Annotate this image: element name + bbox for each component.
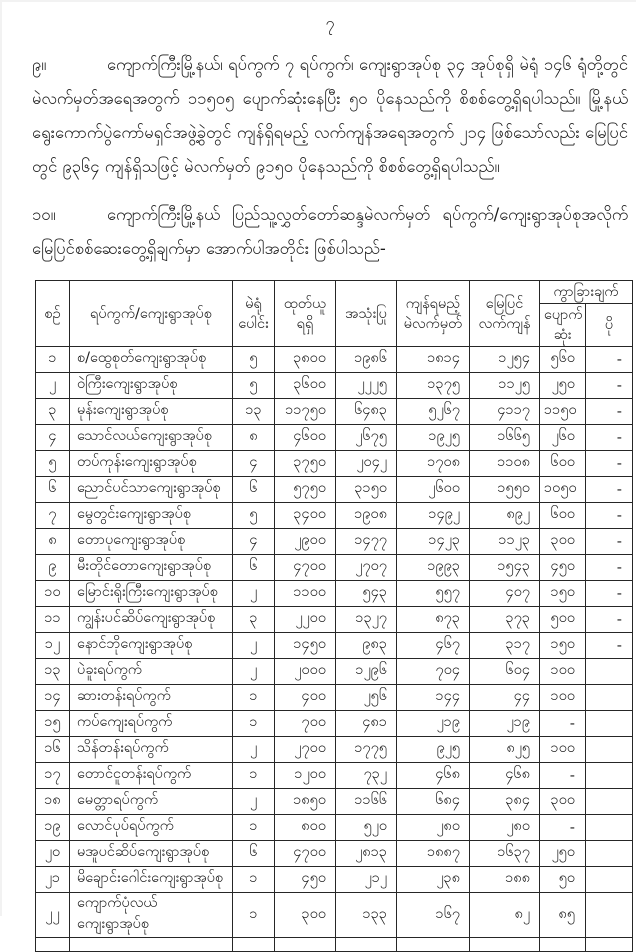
cell-serial: ၁၈ bbox=[36, 789, 70, 815]
cell-polling-stations: ၁ bbox=[233, 685, 275, 711]
cell-should-remain: ၅၅၇ bbox=[397, 581, 470, 607]
cell-should-remain: ၉၂၅ bbox=[397, 737, 470, 763]
cell-extra bbox=[586, 815, 633, 841]
cell-missing: ၁၀၀ bbox=[540, 659, 586, 685]
table-row bbox=[36, 763, 633, 789]
cell-should-remain: ၁၉၂၅ bbox=[397, 425, 470, 451]
cell-extra: - bbox=[586, 607, 633, 633]
cell-missing: ၂၆၀ bbox=[540, 425, 586, 451]
cell-extra: - bbox=[586, 347, 633, 373]
cell-should-remain: ၅၂၆၇ bbox=[397, 399, 470, 425]
cell-missing: ၆၀၀ bbox=[540, 503, 586, 529]
cell-missing: ၃၀၀ bbox=[540, 529, 586, 555]
paragraph-9-number: ၉။ bbox=[32, 55, 47, 74]
table-row bbox=[36, 425, 633, 451]
cell-ground-balance: ၂၈၀ bbox=[470, 815, 540, 841]
cell-serial: ၇ bbox=[36, 503, 70, 529]
cell-ground-balance: ၁၅၅၀ bbox=[470, 477, 540, 503]
cell-ground-balance: ၂၁၉ bbox=[470, 711, 540, 737]
cell-used: ၂၀၄၂ bbox=[336, 451, 397, 477]
cell-should-remain: ၁၄၉၂ bbox=[397, 503, 470, 529]
cell-empty bbox=[470, 938, 540, 952]
table-row bbox=[36, 347, 633, 373]
cell-ground-balance: ၄၀၇ bbox=[470, 581, 540, 607]
cell-ground-balance: ၄၆၈ bbox=[470, 763, 540, 789]
cell-ground-balance: ၁၅၄၃ bbox=[470, 555, 540, 581]
cell-polling-stations: ၈ bbox=[233, 425, 275, 451]
cell-used: ၄၈၁ bbox=[336, 711, 397, 737]
cell-ward-village: သောင်လယ်ကျေးရွာအုပ်စု bbox=[70, 425, 233, 451]
header-ward-village: ရပ်ကွက်/ကျေးရွာအုပ်စု bbox=[70, 281, 233, 347]
cell-should-remain: ၁၉၉၃ bbox=[397, 555, 470, 581]
header-should-remain: ကျန်ရမည့် မဲလက်မှတ် bbox=[397, 281, 470, 347]
table-row bbox=[36, 529, 633, 555]
cell-extra bbox=[586, 711, 633, 737]
cell-serial: ၁၄ bbox=[36, 685, 70, 711]
cell-ground-balance: ၁၂၅၄ bbox=[470, 347, 540, 373]
cell-extra bbox=[586, 893, 633, 938]
cell-extra: - bbox=[586, 399, 633, 425]
cell-serial: ၁၁ bbox=[36, 607, 70, 633]
cell-extra: - bbox=[586, 633, 633, 659]
cell-ground-balance: ၁၆၃၇ bbox=[470, 841, 540, 867]
cell-missing: ၅၆၀ bbox=[540, 347, 586, 373]
cell-empty bbox=[70, 938, 233, 952]
cell-ward-village: မုန်းကျေးရွာအုပ်စု bbox=[70, 399, 233, 425]
paragraph-10-text: ကျောက်ကြီးမြို့နယ် ပြည်သူ့လွှတ်တော်ဆန္ဒမဲလက်မှတ် ရပ်ကွက်/ကျေးရွာအုပ်စုအလိုက် မြေပြင်စစ်ဆေးတွေ့ရှိချက်မှာ အောက်ပါအတိုင်း ဖြစ်ပါသည်- bbox=[32, 205, 628, 258]
cell-used: ၁၉၈၆ bbox=[336, 347, 397, 373]
cell-serial: ၂၂ bbox=[36, 893, 70, 938]
paragraph-9 bbox=[32, 48, 628, 184]
cell-received: ၂၉၀၀ bbox=[275, 529, 336, 555]
cell-should-remain: ၁၇၀၈ bbox=[397, 451, 470, 477]
cell-used: ၁၄၇၇ bbox=[336, 529, 397, 555]
cell-used: ၂၆၇၅ bbox=[336, 425, 397, 451]
table-row bbox=[36, 737, 633, 763]
cell-ward-village: တောင်ငူတန်းရပ်ကွက် bbox=[70, 763, 233, 789]
cell-should-remain: ၂၁၉ bbox=[397, 711, 470, 737]
cell-used: ၁၇၇၅ bbox=[336, 737, 397, 763]
cell-ground-balance: ၈၂၅ bbox=[470, 737, 540, 763]
cell-polling-stations: ၂ bbox=[233, 581, 275, 607]
cell-ground-balance: ၈၉၂ bbox=[470, 503, 540, 529]
cell-received: ၄၀၀ bbox=[275, 685, 336, 711]
cell-used: ၆၄၈၃ bbox=[336, 399, 397, 425]
cell-missing: ၂၅၀ bbox=[540, 373, 586, 399]
cell-extra bbox=[586, 659, 633, 685]
cell-should-remain: ၇၀၄ bbox=[397, 659, 470, 685]
cell-used: ၉၈၃ bbox=[336, 633, 397, 659]
cell-used: ၂၁၂ bbox=[336, 867, 397, 893]
table-row bbox=[36, 815, 633, 841]
cell-extra: - bbox=[586, 529, 633, 555]
table-row bbox=[36, 659, 633, 685]
cell-polling-stations: ၁ bbox=[233, 763, 275, 789]
cell-serial: ၁၆ bbox=[36, 737, 70, 763]
header-ground-balance: မြေပြင် လက်ကျန် bbox=[470, 281, 540, 347]
cell-serial: ၈ bbox=[36, 529, 70, 555]
table-row bbox=[36, 373, 633, 399]
cell-should-remain: ၁၄၂၃ bbox=[397, 529, 470, 555]
cell-extra: - bbox=[586, 477, 633, 503]
cell-extra bbox=[586, 763, 633, 789]
cell-received: ၁၄၅၀ bbox=[275, 633, 336, 659]
cell-received: ၁၈၅၀ bbox=[275, 789, 336, 815]
cell-polling-stations: ၂ bbox=[233, 659, 275, 685]
cell-ground-balance: ၃၈၄ bbox=[470, 789, 540, 815]
table-row bbox=[36, 477, 633, 503]
cell-ground-balance: ၆၀၄ bbox=[470, 659, 540, 685]
cell-extra: - bbox=[586, 451, 633, 477]
cell-empty bbox=[540, 938, 586, 952]
cell-polling-stations: ၆ bbox=[233, 841, 275, 867]
cell-missing: ၁၀၀ bbox=[540, 737, 586, 763]
cell-missing: ၁၀၅၀ bbox=[540, 477, 586, 503]
cell-serial: ၂ bbox=[36, 373, 70, 399]
cell-polling-stations: ၆ bbox=[233, 555, 275, 581]
cell-received: ၂၂၀၀ bbox=[275, 607, 336, 633]
cell-ward-village: ကျွန်းပင်ဆိပ်ကျေးရွာအုပ်စု bbox=[70, 607, 233, 633]
cell-polling-stations: ၅ bbox=[233, 503, 275, 529]
cell-missing: ၈၅ bbox=[540, 893, 586, 938]
cell-serial: ၂၀ bbox=[36, 841, 70, 867]
cell-ward-village: စ/ထွေစုတ်ကျေးရွာအုပ်စု bbox=[70, 347, 233, 373]
cell-ward-village: တပ်ကုန်းကျေးရွာအုပ်စု bbox=[70, 451, 233, 477]
header-used: အသုံးပြု bbox=[336, 281, 397, 347]
cell-extra: - bbox=[586, 581, 633, 607]
cell-ward-village: မွေတွင်းကျေးရွာအုပ်စု bbox=[70, 503, 233, 529]
cell-ward-village: နောင်ဘိုကျေးရွာအုပ်စု bbox=[70, 633, 233, 659]
table-row bbox=[36, 685, 633, 711]
paragraph-9-text: ကျောက်ကြီးမြို့နယ်၊ ရပ်ကွက် ၇ ရပ်ကွက်၊ ကျေးရွာအုပ်စု ၃၄ အုပ်စုရှိ မဲရုံ ၁၄၆ ရုံတို့တွင် မဲလက်မှတ်အရေအတွက် ၁၁၅၀၅ ပျောက်ဆုံးနေပြီး ၅၀ ပိုနေသည်ကို စိစစ်တွေ့ရှိရပါသည်။ မြို့နယ် ရွေးကောက်ပွဲကော်မရှင်အဖွဲ့ခွဲတွင် ကျန်ရှိရမည့် လက်ကျန်အရေအတွက် ၂၁၄ ဖြစ်သော်လည်း မြေပြင်တွင် ၉၃၆၄ ကျန်ရှိသဖြင့် မဲလက်မှတ် ၉၁၅၀ ပိုနေသည်ကို စိစစ်တွေ့ရှိရပါသည်။ bbox=[32, 55, 628, 176]
cell-ward-village: မေတ္တာရပ်ကွက် bbox=[70, 789, 233, 815]
cell-should-remain: ၁၆၇ bbox=[397, 893, 470, 938]
cell-ground-balance: ၄၄ bbox=[470, 685, 540, 711]
cell-received: ၅၇၅၀ bbox=[275, 477, 336, 503]
cell-serial: ၁၀ bbox=[36, 581, 70, 607]
cell-received: ၈၀၀ bbox=[275, 815, 336, 841]
table-row bbox=[36, 451, 633, 477]
cell-used: ၅၂၀ bbox=[336, 815, 397, 841]
header-serial: စဉ် bbox=[36, 281, 70, 347]
cell-used: ၁၃၂၇ bbox=[336, 607, 397, 633]
cell-used: ၃၁၅၀ bbox=[336, 477, 397, 503]
cell-should-remain: ၂၃၈ bbox=[397, 867, 470, 893]
cell-missing: ၁၅၀ bbox=[540, 581, 586, 607]
cell-used: ၂၂၂၅ bbox=[336, 373, 397, 399]
cell-ground-balance: ၃၇၃ bbox=[470, 607, 540, 633]
paragraph-10-number: ၁၀။ bbox=[32, 205, 56, 224]
cell-empty bbox=[336, 938, 397, 952]
cell-received: ၃၀၀ bbox=[275, 893, 336, 938]
cell-empty bbox=[36, 938, 70, 952]
ballot-table bbox=[35, 280, 633, 952]
cell-extra bbox=[586, 685, 633, 711]
cell-missing: - bbox=[540, 763, 586, 789]
cell-missing: ၁၁၅၀ bbox=[540, 399, 586, 425]
cell-ward-village: တောပုကျေးရွာအုပ်စု bbox=[70, 529, 233, 555]
cell-should-remain: ၁၃၇၅ bbox=[397, 373, 470, 399]
cell-empty bbox=[275, 938, 336, 952]
cell-polling-stations: ၂ bbox=[233, 789, 275, 815]
table-row bbox=[36, 867, 633, 893]
cell-serial: ၃ bbox=[36, 399, 70, 425]
cell-missing: ၅၀ bbox=[540, 867, 586, 893]
cell-received: ၃၆၀၀ bbox=[275, 373, 336, 399]
cell-extra bbox=[586, 737, 633, 763]
cell-extra: - bbox=[586, 555, 633, 581]
cell-ward-village: သိန်တန်းရပ်ကွက် bbox=[70, 737, 233, 763]
cell-used: ၂၈၁၃ bbox=[336, 841, 397, 867]
cell-empty bbox=[397, 938, 470, 952]
cell-extra bbox=[586, 841, 633, 867]
cell-received: ၂၀၀၀ bbox=[275, 659, 336, 685]
header-difference: ကွာခြားချက် bbox=[540, 281, 633, 304]
table-row bbox=[36, 711, 633, 737]
cell-should-remain: ၈၇၃ bbox=[397, 607, 470, 633]
cell-received: ၇၀၀ bbox=[275, 711, 336, 737]
header-missing: ပျောက် ဆုံး bbox=[540, 304, 586, 347]
cell-used: ၅၄၃ bbox=[336, 581, 397, 607]
cell-used: ၁၃၃ bbox=[336, 893, 397, 938]
cell-used: ၂၇၀၇ bbox=[336, 555, 397, 581]
cell-serial: ၅ bbox=[36, 451, 70, 477]
cell-received: ၁၂၀၀ bbox=[275, 763, 336, 789]
cell-polling-stations: ၁ bbox=[233, 893, 275, 938]
cell-missing: ၁၅၀ bbox=[540, 633, 586, 659]
cell-used: ၂၅၆ bbox=[336, 685, 397, 711]
cell-serial: ၆ bbox=[36, 477, 70, 503]
cell-extra bbox=[586, 789, 633, 815]
cell-serial: ၁၉ bbox=[36, 815, 70, 841]
header-polling-stations: မဲရုံ ပေါင်း bbox=[233, 281, 275, 347]
cell-polling-stations: ၅ bbox=[233, 347, 275, 373]
cell-should-remain: ၁၄၄ bbox=[397, 685, 470, 711]
cell-should-remain: ၂၈၀ bbox=[397, 815, 470, 841]
cell-ward-village: ကျောက်ပုံလယ်ကျေးရွာအုပ်စု bbox=[70, 893, 233, 938]
cell-ground-balance: ၁၁၂၅ bbox=[470, 373, 540, 399]
cell-ward-village: ပဲခူးရပ်ကွက် bbox=[70, 659, 233, 685]
table-row bbox=[36, 789, 633, 815]
table-row bbox=[36, 555, 633, 581]
cell-polling-stations: ၂ bbox=[233, 633, 275, 659]
cell-ground-balance: ၁၆၆၅ bbox=[470, 425, 540, 451]
table-row bbox=[36, 607, 633, 633]
cell-missing: ၅၀၀ bbox=[540, 607, 586, 633]
cell-polling-stations: ၆ bbox=[233, 477, 275, 503]
cell-polling-stations: ၄ bbox=[233, 451, 275, 477]
cell-received: ၃၈၀၀ bbox=[275, 347, 336, 373]
cell-extra: - bbox=[586, 503, 633, 529]
cell-ward-village: မိချောင်းဂေါင်းကျေးရွာအုပ်စု bbox=[70, 867, 233, 893]
cell-serial: ၉ bbox=[36, 555, 70, 581]
cell-ward-village: မအူပင်ဆိပ်ကျေးရွာအုပ်စု bbox=[70, 841, 233, 867]
cell-serial: ၂၁ bbox=[36, 867, 70, 893]
cell-missing: ၁၀၀ bbox=[540, 685, 586, 711]
cell-missing: - bbox=[540, 815, 586, 841]
table-row bbox=[36, 633, 633, 659]
cell-ground-balance: ၁၁၂၃ bbox=[470, 529, 540, 555]
cell-received: ၄၆၀၀ bbox=[275, 425, 336, 451]
cell-should-remain: ၄၆၇ bbox=[397, 633, 470, 659]
cell-received: ၃၄၀၀ bbox=[275, 503, 336, 529]
cell-ground-balance: ၃၁၇ bbox=[470, 633, 540, 659]
cell-used: ၁၉၀၈ bbox=[336, 503, 397, 529]
cell-used: ၁၁၆၆ bbox=[336, 789, 397, 815]
cell-ward-village: ကပ်ကျေးရပ်ကွက် bbox=[70, 711, 233, 737]
cell-polling-stations: ၄ bbox=[233, 529, 275, 555]
paragraph-10 bbox=[32, 198, 628, 266]
cell-should-remain: ၂၆၀၀ bbox=[397, 477, 470, 503]
cell-ward-village: လောင်ပုပ်ရပ်ကွက် bbox=[70, 815, 233, 841]
cell-polling-stations: ၂ bbox=[233, 737, 275, 763]
cell-polling-stations: ၅ bbox=[233, 373, 275, 399]
table-row bbox=[36, 399, 633, 425]
cell-polling-stations: ၁ bbox=[233, 815, 275, 841]
cell-received: ၄၇၀၀ bbox=[275, 841, 336, 867]
cell-serial: ၁၃ bbox=[36, 659, 70, 685]
cell-received: ၄၇၀၀ bbox=[275, 555, 336, 581]
cell-ward-village: မီးတိုင်တောကျေးရွာအုပ်စု bbox=[70, 555, 233, 581]
cell-polling-stations: ၁၃ bbox=[233, 399, 275, 425]
cell-received: ၃၇၅၀ bbox=[275, 451, 336, 477]
cell-serial: ၁ bbox=[36, 347, 70, 373]
header-received: ထုတ်ယူ ရရှိ bbox=[275, 281, 336, 347]
cell-used: ၁၂၉၆ bbox=[336, 659, 397, 685]
cell-ground-balance: ၁၈၈ bbox=[470, 867, 540, 893]
cell-polling-stations: ၃ bbox=[233, 607, 275, 633]
table-body bbox=[36, 347, 633, 952]
table-row bbox=[36, 581, 633, 607]
header-extra: ပို bbox=[586, 304, 633, 347]
cell-serial: ၁၂ bbox=[36, 633, 70, 659]
cell-should-remain: ၁၈၁၄ bbox=[397, 347, 470, 373]
table-row-partial bbox=[36, 938, 633, 952]
cell-missing: - bbox=[540, 711, 586, 737]
cell-should-remain: ၆၈၄ bbox=[397, 789, 470, 815]
cell-used: ၇၃၂ bbox=[336, 763, 397, 789]
cell-empty bbox=[233, 938, 275, 952]
cell-empty bbox=[586, 938, 633, 952]
cell-missing: ၃၀၀ bbox=[540, 789, 586, 815]
cell-polling-stations: ၁ bbox=[233, 711, 275, 737]
cell-polling-stations: ၁ bbox=[233, 867, 275, 893]
cell-missing: ၆၀၀ bbox=[540, 451, 586, 477]
page-number: ၇ bbox=[325, 13, 335, 32]
cell-ground-balance: ၁၁၀၈ bbox=[470, 451, 540, 477]
cell-received: ၂၇၀၀ bbox=[275, 737, 336, 763]
table-row bbox=[36, 841, 633, 867]
cell-should-remain: ၄၆၈ bbox=[397, 763, 470, 789]
cell-ground-balance: ၄၁၁၇ bbox=[470, 399, 540, 425]
cell-received: ၁၁၇၅၀ bbox=[275, 399, 336, 425]
document-page bbox=[2, 2, 636, 952]
cell-ground-balance: ၈၂ bbox=[470, 893, 540, 938]
cell-ward-village: မြောင်းရိုးကြီးကျေးရွာအုပ်စု bbox=[70, 581, 233, 607]
cell-serial: ၄ bbox=[36, 425, 70, 451]
cell-received: ၁၁၀၀ bbox=[275, 581, 336, 607]
cell-ward-village: ဝဲကြီးကျေးရွာအုပ်စု bbox=[70, 373, 233, 399]
cell-missing: ၂၅၀ bbox=[540, 841, 586, 867]
ballot-table-header bbox=[36, 281, 633, 347]
cell-received: ၄၅၀ bbox=[275, 867, 336, 893]
cell-serial: ၁၇ bbox=[36, 763, 70, 789]
cell-ward-village: ဆားတန်းရပ်ကွက် bbox=[70, 685, 233, 711]
cell-should-remain: ၁၈၈၇ bbox=[397, 841, 470, 867]
cell-extra bbox=[586, 867, 633, 893]
cell-extra: - bbox=[586, 373, 633, 399]
cell-serial: ၁၅ bbox=[36, 711, 70, 737]
cell-ward-village: ညောင်ပင်သာကျေးရွာအုပ်စု bbox=[70, 477, 233, 503]
cell-extra: - bbox=[586, 425, 633, 451]
table-row bbox=[36, 503, 633, 529]
table-row bbox=[36, 893, 633, 938]
cell-missing: ၄၅၀ bbox=[540, 555, 586, 581]
